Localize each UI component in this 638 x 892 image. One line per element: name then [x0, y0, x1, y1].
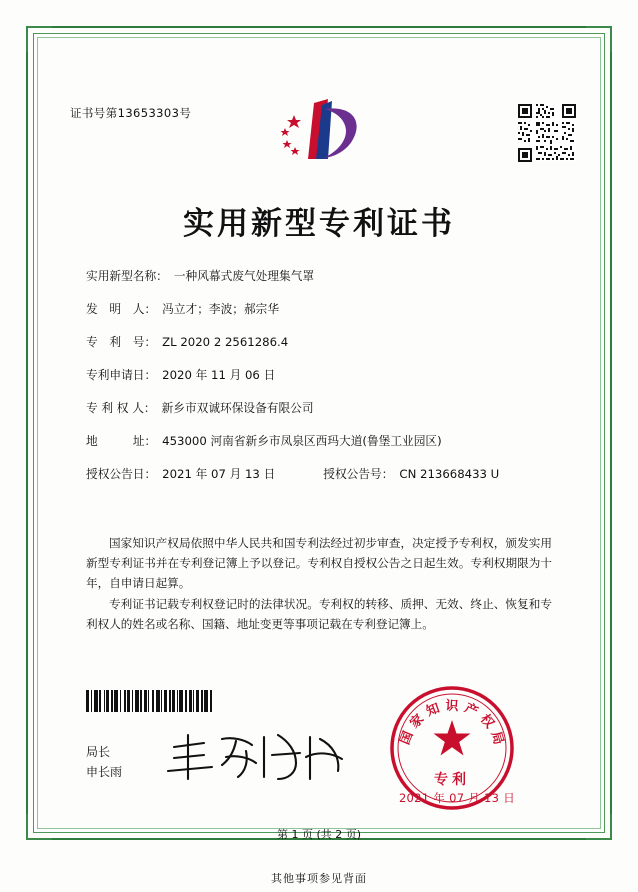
field-value: 2020 年 11 月 06 日	[162, 368, 276, 382]
director-name: 申长雨	[86, 765, 123, 779]
field-row-patentee	[86, 400, 556, 416]
paragraph-register-statement: 专利证书记载专利权登记时的法律状况。专利权的转移、质押、无效、终止、恢复和专利权人的姓名或名称、国籍、地址变更等事项记载在专利登记簿上。	[86, 597, 552, 631]
field-label: 专利申请日：	[86, 368, 157, 382]
field-value: 453000 河南省新乡市凤泉区西玛大道(鲁堡工业园区)	[162, 434, 442, 448]
border-corner-top-left	[26, 26, 52, 52]
barcode	[86, 690, 236, 712]
certificate-fields	[86, 268, 556, 499]
field-label-grant-date: 授权公告日：	[86, 467, 157, 481]
seal-inner-text: 专利	[434, 772, 470, 788]
legal-paragraphs	[86, 533, 552, 635]
field-row-address	[86, 433, 556, 449]
field-label: 实用新型名称：	[86, 269, 168, 283]
field-value-grant-number: CN 213668433 U	[399, 467, 500, 481]
cnipa-logo-icon	[272, 95, 370, 167]
field-label: 专 利 号：	[86, 335, 157, 349]
field-row-grant-announcement	[86, 466, 556, 482]
qr-code-icon	[518, 104, 576, 162]
field-value: 一种风幕式废气处理集气罩	[173, 269, 315, 283]
paragraph-grant-statement: 国家知识产权局依照中华人民共和国专利法经过初步审查，决定授予专利权，颁发实用新型专利证书并在专利登记簿上予以登记。专利权自授权公告之日起生效。专利权期限为十年，自申请日起算。	[86, 536, 552, 590]
page-title: 实用新型专利证书	[183, 206, 455, 242]
field-value: ZL 2020 2 2561286.4	[162, 335, 289, 349]
seal-date: 2021 年 07 月 13 日	[398, 791, 516, 805]
director-handwritten-signature	[160, 727, 350, 787]
field-label: 发 明 人：	[86, 302, 157, 316]
field-row-utility-model-name	[86, 268, 556, 284]
field-value: 冯立才；李波；郝宗华	[162, 302, 280, 316]
field-value: 新乡市双诚环保设备有限公司	[161, 401, 314, 415]
certificate-number: 证书号第13653303号	[70, 106, 192, 120]
director-block	[86, 742, 122, 782]
director-title-label: 局长	[86, 745, 111, 759]
border-corner-top-right	[586, 26, 612, 52]
back-side-note: 其他事项参见背面	[271, 872, 367, 885]
field-row-inventors	[86, 301, 556, 317]
field-row-patent-number	[86, 334, 556, 350]
page-number: 第 1 页 (共 2 页)	[276, 828, 362, 841]
field-label: 地 址：	[86, 434, 157, 448]
field-label: 专 利 权 人：	[86, 401, 156, 415]
field-label-grant-number: 授权公告号：	[323, 467, 394, 481]
field-value-grant-date: 2021 年 07 月 13 日	[162, 467, 276, 481]
seal-outer-text: 国家知识产权局	[397, 698, 508, 752]
field-row-application-date	[86, 367, 556, 383]
